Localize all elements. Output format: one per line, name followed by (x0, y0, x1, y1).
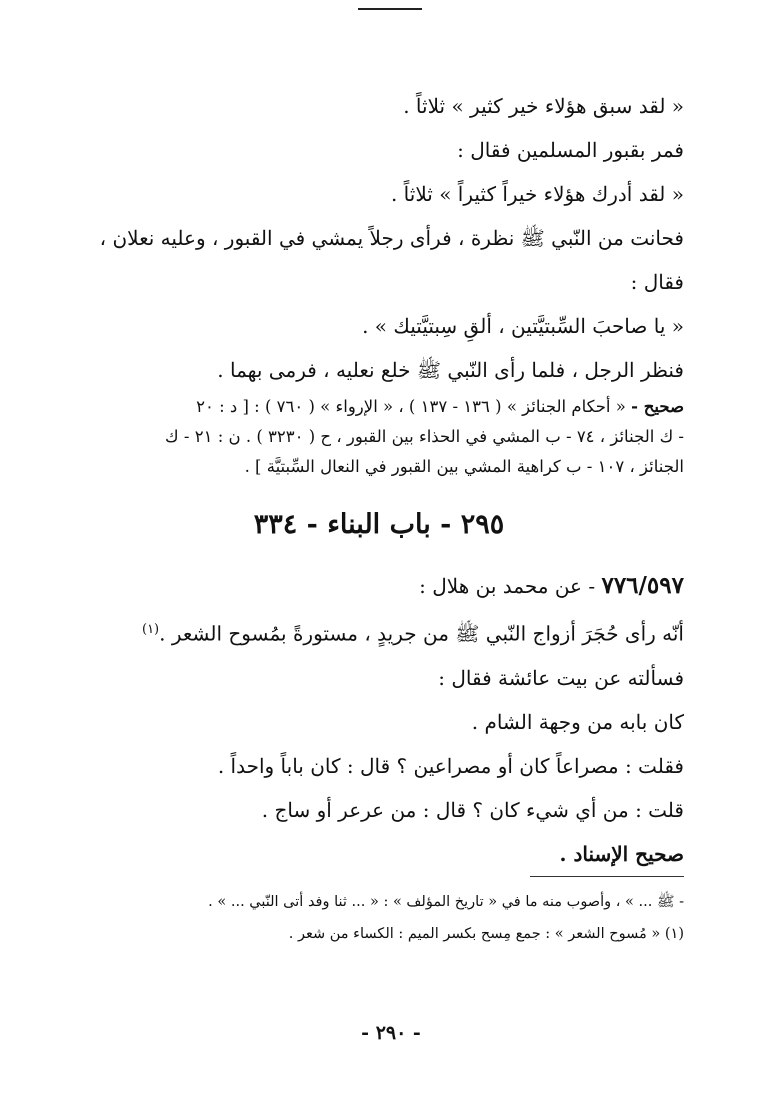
footnote-line: (١) « مُسوح الشعر » : جمع مِسح بكسر الميم : الكساء من شعر . (288, 925, 684, 942)
text-line: فحانت من النّبي ﷺ نظرة ، فرأى رجلاً يمشي في القبور ، وعليه نعلان ، (99, 226, 684, 250)
top-rule (358, 8, 422, 10)
footnotes (74, 886, 684, 950)
grading-line (74, 392, 684, 422)
text-line: فقال : (630, 270, 684, 294)
grading-line: الجنائز ، ١٠٧ - ب كراهية المشي بين القبور في النعال السِّبتيَّة ] . (244, 457, 684, 476)
footnote-reference: (١) (141, 622, 160, 637)
grading-label: صحيح - (631, 397, 684, 416)
footnote-divider (74, 876, 684, 884)
text-line: « لقد أدرك هؤلاء خيراً كثيراً » ثلاثاً . (390, 182, 684, 206)
footnote-line: - ﷺ ... » ، وأصوب منه ما في « تاريخ المؤلف » : « ... ثنا وفد أتى النّبي ... » . (208, 893, 684, 910)
text-line: فنظر الرجل ، فلما رأى النّبي ﷺ خلع نعليه ، فرمى بهما . (217, 358, 684, 382)
hadith-grading: صحيح الإسناد . (559, 841, 684, 866)
text-line: « لقد سبق هؤلاء خير كثير » ثلاثاً . (403, 94, 684, 118)
page-number: - ٢٩٠ - (361, 1022, 421, 1044)
hadith-header (74, 564, 684, 608)
hadith-first-line: أنّه رأى حُجَرَ أزواج النّبي ﷺ من جريدٍ ، مستورةً بمُسوح الشعر . (159, 621, 684, 646)
hadith-intro: - عن محمد بن هلال : (419, 574, 596, 598)
chapter-heading: ٢٩٥ - باب البناء - ٣٣٤ (253, 509, 505, 540)
page-body (74, 84, 684, 950)
grading-source: « أحكام الجنائز » ( ١٣٦ - ١٣٧ ) ، « الإرواء » ( ٧٦٠ ) : [ د : ٢٠ (196, 397, 626, 416)
hadith-number: ٧٧٦/٥٩٧ (601, 572, 684, 599)
text-line: فسألته عن بيت عائشة فقال : (438, 665, 684, 690)
text-line: فقلت : مصراعاً كان أو مصراعين ؟ قال : كان باباً واحداً . (217, 753, 684, 778)
text-line: فمر بقبور المسلمين فقال : (457, 138, 684, 162)
grading-line: - ك الجنائز ، ٧٤ - ب المشي في الحذاء بين القبور ، ح ( ٣٢٣٠ ) . ن : ٢١ - ك (165, 427, 684, 446)
text-line: قلت : من أي شيء كان ؟ قال : من عرعر أو ساج . (261, 797, 684, 822)
text-line: « يا صاحبَ السِّبتيَّتين ، ألقِ سِبتيَّتيك » . (362, 314, 684, 338)
text-line: كان بابه من وجهة الشام . (471, 709, 684, 734)
text-line (74, 608, 684, 656)
